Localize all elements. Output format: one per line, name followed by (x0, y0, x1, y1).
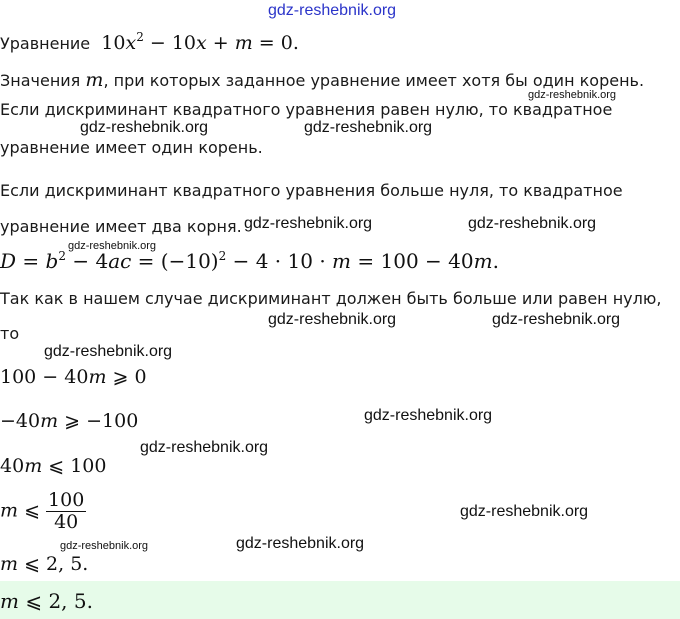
rule1-line-a: Если дискриминант квадратного уравнения равен нулю, то квадратное (0, 100, 613, 119)
watermark: gdz-reshebnik.org (528, 89, 617, 101)
condition-label: Значения (0, 71, 81, 90)
step-5: m ⩽ 2, 5. (0, 553, 89, 575)
watermark: gdz-reshebnik.org (44, 343, 173, 360)
watermark: gdz-reshebnik.org (68, 240, 157, 252)
watermark: gdz-reshebnik.org (244, 215, 373, 232)
equation-line (0, 32, 299, 54)
step-4: m ⩽ $\frac{100}{40}$ (0, 489, 85, 533)
fraction-numerator: 100 (48, 489, 85, 511)
watermark: gdz-reshebnik.org (60, 540, 149, 552)
fraction (46, 490, 86, 533)
condition-var: m (85, 69, 104, 91)
condition-rest: , при которых заданное уравнение имеет хотя бы один корень. (103, 71, 645, 90)
watermark: gdz-reshebnik.org (236, 535, 365, 552)
watermark: gdz-reshebnik.org (80, 119, 209, 136)
watermark-top: gdz-reshebnik.org (268, 2, 397, 19)
discriminant-formula: $D = b^2 - 4ac = (-10)^2 - 4 \cdot 10 \cdot m = 100 - 40m$. (0, 249, 499, 273)
watermark: gdz-reshebnik.org (460, 503, 589, 520)
watermark: gdz-reshebnik.org (468, 215, 597, 232)
rule1-line-b: уравнение имеет один корень. (0, 138, 263, 157)
step-1: 100 − 40m ⩾ 0 (0, 366, 147, 388)
rule2-line-a: Если дискриминант квадратного уравнения больше нуля, то квадратное (0, 181, 623, 200)
since-line-a: Так как в нашем случае дискриминант должен быть больше или равен нулю, (0, 289, 662, 308)
answer: m ⩽ 2, 5. (0, 589, 93, 613)
watermark: gdz-reshebnik.org (364, 407, 493, 424)
equation-label: Уравнение (0, 34, 91, 53)
rule2-line-b: уравнение имеет два корня. (0, 217, 242, 236)
watermark: gdz-reshebnik.org (304, 119, 433, 136)
watermark: gdz-reshebnik.org (268, 311, 397, 328)
answer-box (0, 581, 680, 619)
step-3: 40m ⩽ 100 (0, 455, 107, 477)
watermark: gdz-reshebnik.org (140, 439, 269, 456)
since-line-b: то (0, 324, 20, 343)
condition-line (0, 69, 644, 91)
fraction-denominator: 40 (54, 510, 79, 533)
watermark: gdz-reshebnik.org (492, 311, 621, 328)
equation-formula: $10x^2 - 10x + m = 0$. (95, 30, 299, 54)
step-2: −40m ⩾ −100 (0, 410, 139, 432)
